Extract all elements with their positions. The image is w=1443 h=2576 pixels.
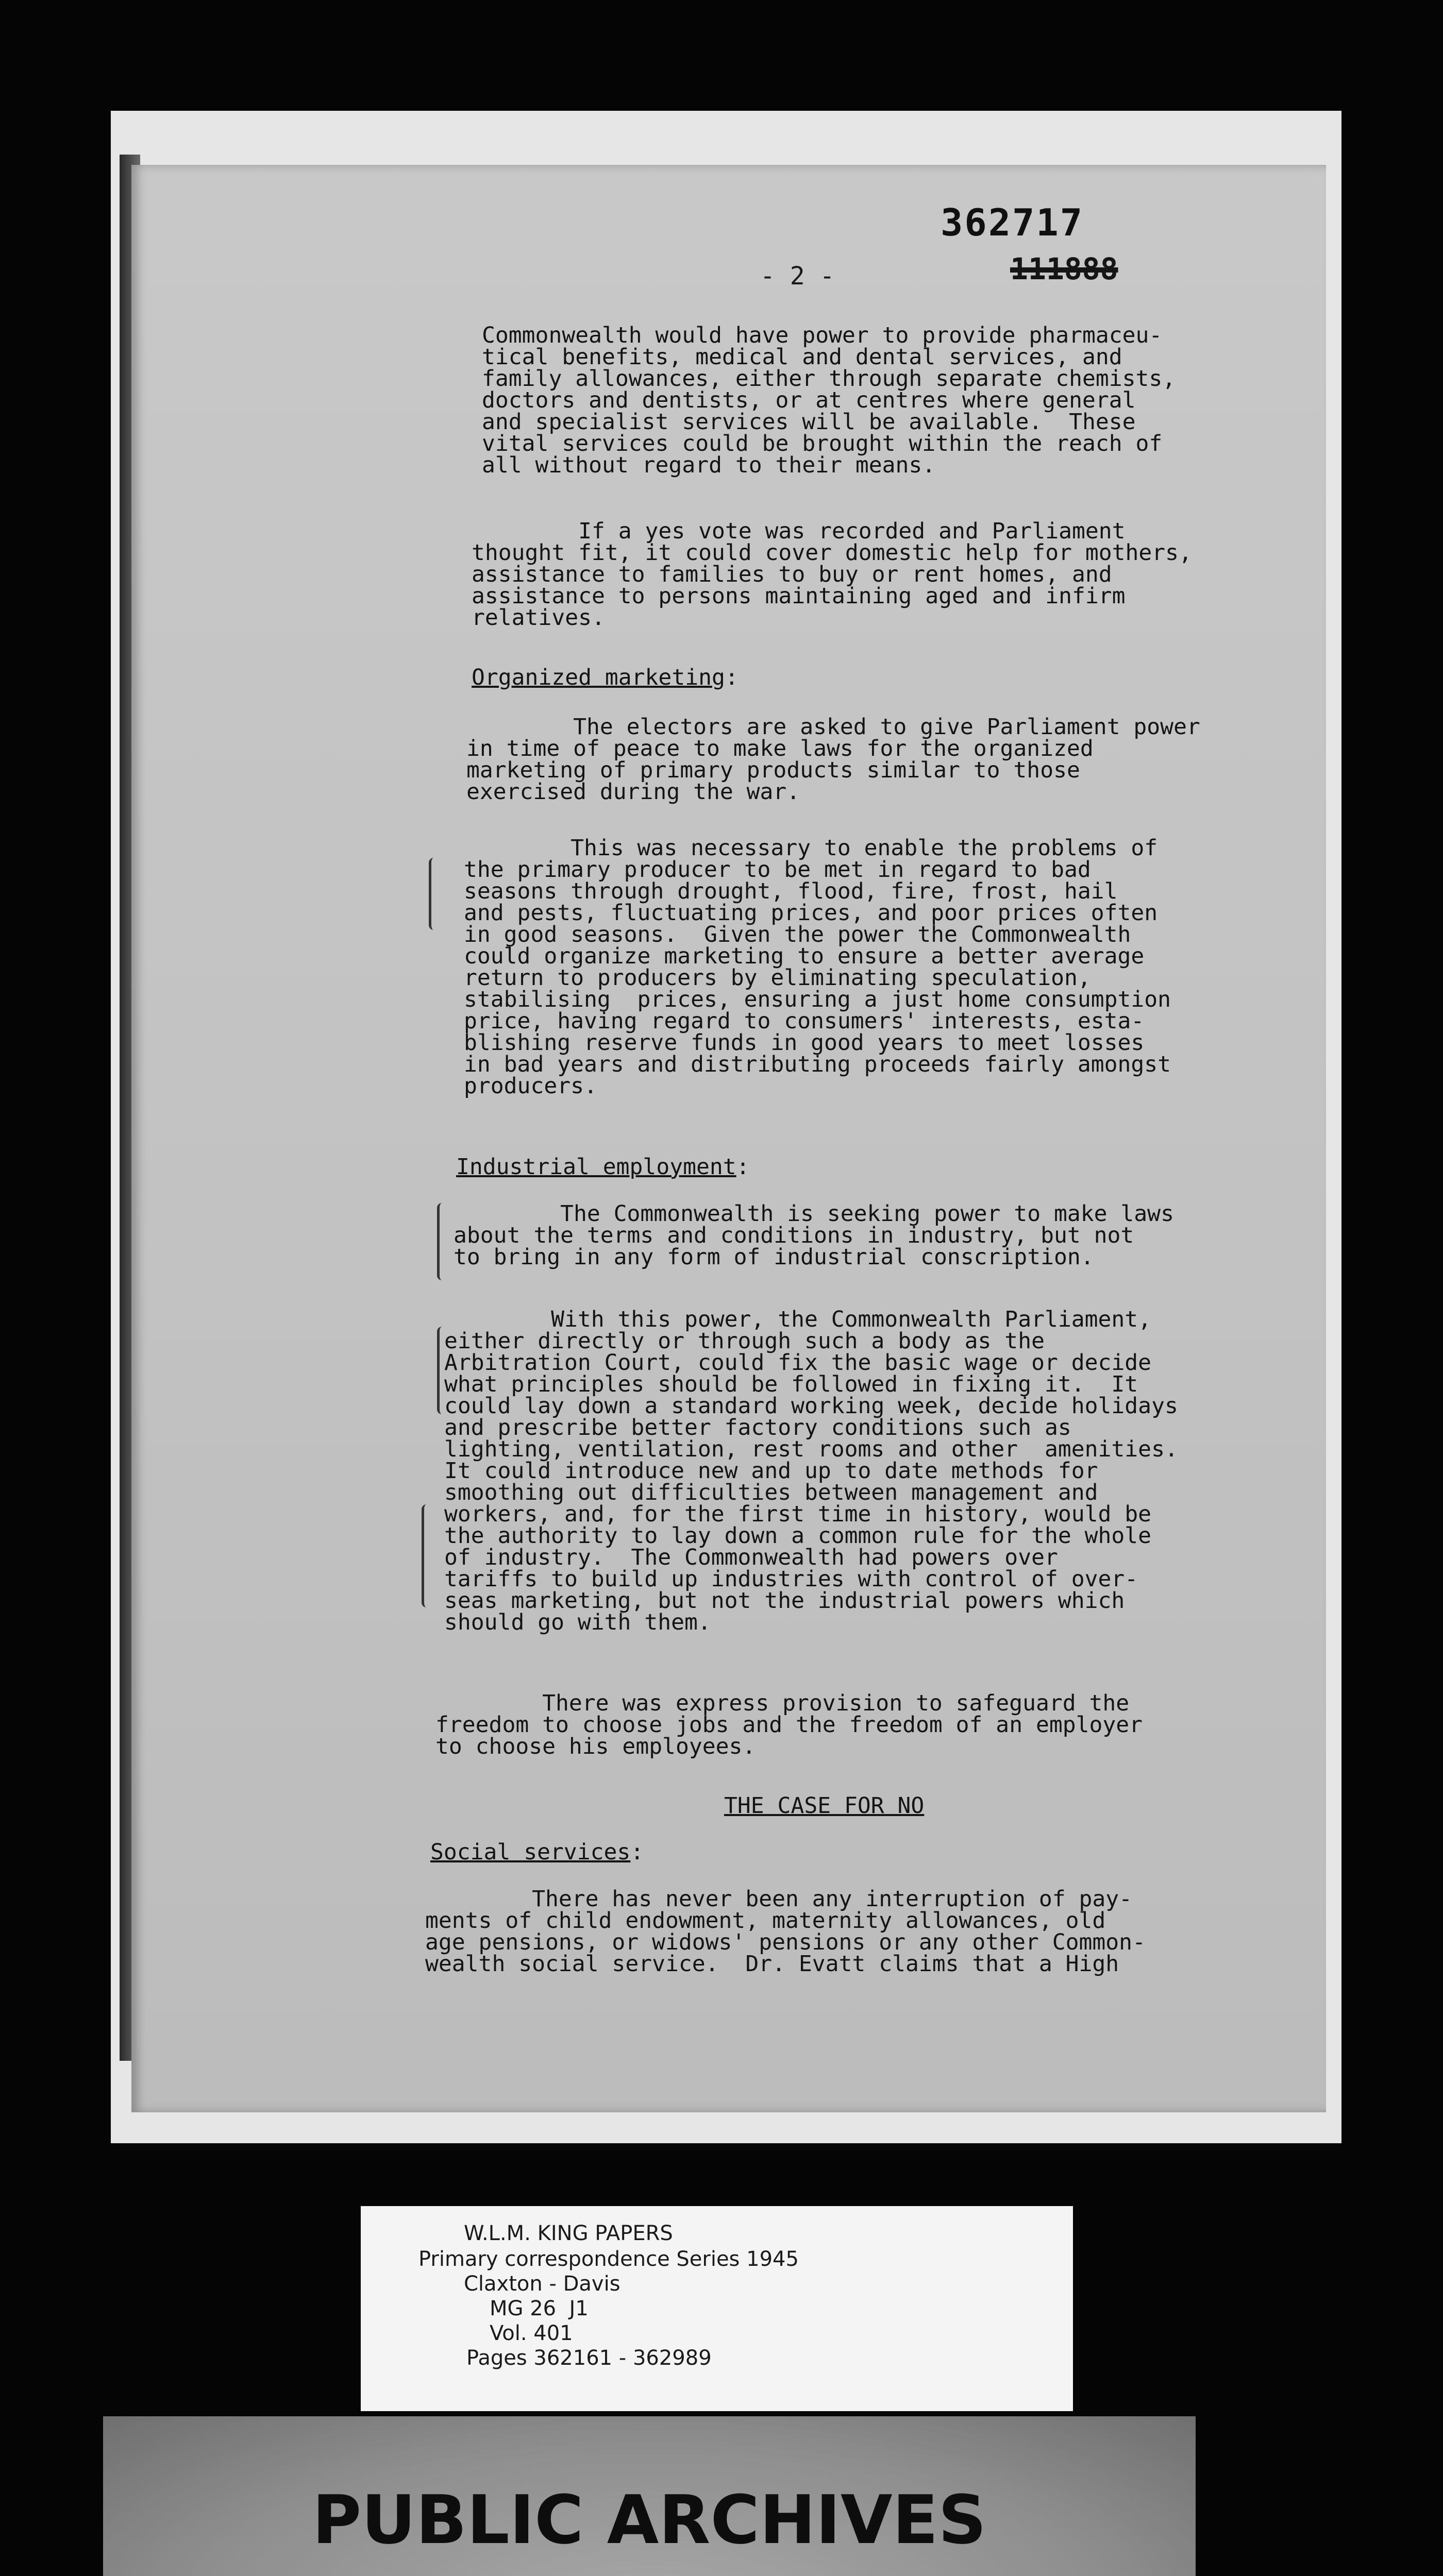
paragraph-primary-producer: This was necessary to enable the problems of the primary producer to be met in regard to bad seasons through drought, flood, fire, frost, hail and pests, fluctuating prices, and poor prices often in good seasons. Given the power the Commonwealth could organize marketing to ensure a better average return to producers by eliminating speculation, stabilising prices, ensuring a just home consumption price, having regard to consumers' interests, esta- blishing reserve funds in good years to meet losses in bad years and distributing proceeds fairly amongst producers.	[464, 835, 1171, 1099]
catalog-card	[361, 2206, 1073, 2411]
struck-document-number: 111888	[1010, 251, 1118, 286]
heading-industrial-employment-label: Industrial employment	[456, 1154, 736, 1180]
card-line-mg: MG 26 J1	[490, 2297, 589, 2320]
heading-case-for-no: THE CASE FOR NO	[724, 1793, 925, 1819]
heading-organized-marketing-label: Organized marketing	[472, 665, 725, 690]
paragraph-terms-conditions: The Commonwealth is seeking power to make laws about the terms and conditions in industry, but not to bring in any form of industrial conscription.	[454, 1201, 1174, 1270]
heading-organized-marketing	[472, 665, 739, 690]
paragraph-freedom-to-choose: There was express provision to safeguard the freedom to choose jobs and the freedom of an employer to choose his employees.	[435, 1690, 1143, 1759]
document-number: 362717	[941, 201, 1084, 244]
public-archives-stamp	[103, 2416, 1196, 2576]
card-line-names: Claxton - Davis	[464, 2272, 620, 2296]
paragraph-pharmaceutical-benefits: Commonwealth would have power to provide pharmaceu- tical benefits, medical and dental services, and family allowances, either through separate chemists, doctors and dentists, or at centres where general and specialist services will be available. These vital services could be brought within the reach of all without regard to their means.	[482, 323, 1176, 478]
margin-mark	[422, 1504, 431, 1607]
margin-mark	[437, 1203, 447, 1280]
stamp-line-english: PUBLIC ARCHIVES	[312, 2481, 987, 2559]
heading-industrial-employment	[456, 1154, 750, 1180]
margin-mark	[429, 858, 439, 930]
heading-social-services	[430, 1839, 644, 1865]
paragraph-commonwealth-parliament: With this power, the Commonwealth Parliament, either directly or through such a body as the Arbitration Court, could fix the basic wage or decide what principles should be followed in fixing it. It could lay down a standard working week, decide holidays and prescribe better factory conditions such as lighting, ventilation, rest rooms and other amenities. It could introduce new and up to date methods for smoothing out difficulties between management and workers, and, for the first time in history, would be the authority to lay down a common rule for the whole of industry. The Commonwealth had powers over tariffs to build up industries with control of over- seas marketing, but not the industrial powers which should go with them.	[444, 1307, 1178, 1635]
paragraph-electors-asked: The electors are asked to give Parliament power in time of peace to make laws for the organized marketing of primary products similar to those exercised during the war.	[466, 714, 1200, 805]
card-line-volume: Vol. 401	[490, 2321, 573, 2345]
heading-social-services-label: Social services	[430, 1839, 631, 1865]
card-line-papers: W.L.M. KING PAPERS	[464, 2222, 673, 2245]
page-number: - 2 -	[760, 262, 835, 291]
heading-colon: :	[725, 665, 739, 690]
card-line-series: Primary correspondence Series 1945	[418, 2247, 799, 2271]
paragraph-no-interruption: There has never been any interruption of pay- ments of child endowment, maternity allowances, old age pensions, or widows' pensions or any other Common- wealth social service. Dr. Evatt claims that a High	[425, 1886, 1146, 1977]
paragraph-domestic-help: If a yes vote was recorded and Parliament thought fit, it could cover domestic help for mothers, assistance to families to buy or rent homes, and assistance to persons maintaining aged and infirm relatives.	[472, 518, 1192, 631]
card-line-pages: Pages 362161 - 362989	[466, 2346, 712, 2370]
heading-colon: :	[736, 1154, 750, 1180]
heading-colon: :	[630, 1839, 644, 1865]
